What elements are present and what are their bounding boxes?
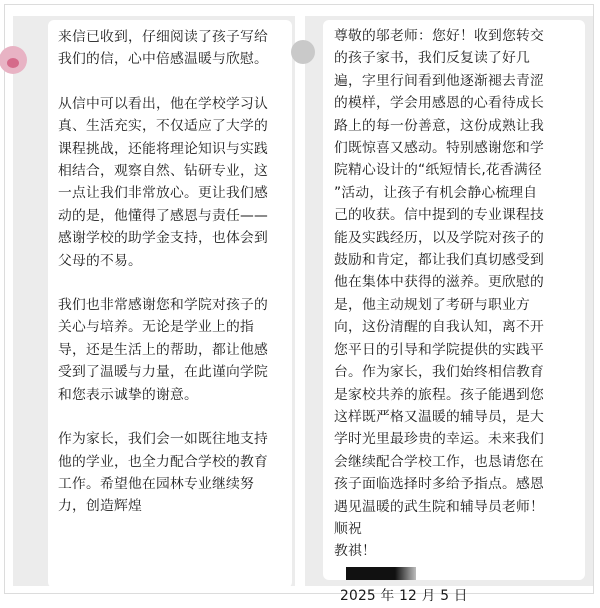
message-line: ”活动，让孩子有机会静心梳理自 bbox=[334, 184, 538, 201]
message-line: 一点让我们非常放心。更让我们感 bbox=[58, 185, 268, 202]
message-line: 的孩子家书，我们反复读了好几 bbox=[334, 50, 530, 67]
message-line: 是家校共养的旅程。孩子能遇到您 bbox=[334, 386, 544, 403]
message-line: 父母的不易。 bbox=[58, 252, 142, 269]
message-line: 感谢学校的助学金支持，也体会到 bbox=[58, 230, 268, 247]
message-line: 尊敬的邬老师：您好！收到您转交 bbox=[334, 28, 544, 44]
message-line: 己的收获。信中提到的专业课程技 bbox=[334, 207, 544, 224]
message-line: 向，这份清醒的自我认知，离不开 bbox=[334, 319, 544, 336]
message-line: 受到了温暖与力量，在此谨向学院 bbox=[58, 364, 268, 381]
message-bubble-parent-reply[interactable] bbox=[48, 20, 292, 588]
message-line: 顺祝 bbox=[334, 520, 362, 537]
signature-line bbox=[334, 563, 579, 585]
message-line: 学时光里最珍贵的幸运。未来我们 bbox=[334, 431, 544, 448]
chat-panel-left bbox=[13, 16, 295, 586]
message-paragraph bbox=[58, 93, 284, 272]
chat-panel-right bbox=[305, 16, 593, 605]
message-line: 这样既严格又温暖的辅导员，是大 bbox=[334, 408, 544, 425]
message-line: 我们也非常感谢您和学院对孩子的 bbox=[58, 297, 268, 314]
message-line: 能及实践经历，以及学院对孩子的 bbox=[334, 229, 544, 246]
message-line: 来信已收到，仔细阅读了孩子写给 bbox=[58, 29, 268, 45]
sender-avatar[interactable] bbox=[305, 40, 315, 66]
message-paragraph bbox=[58, 428, 284, 518]
message-line: 院精心设计的“纸短情长,花香满径 bbox=[334, 162, 542, 179]
message-line: 工作。希望他在园林专业继续努 bbox=[58, 475, 254, 492]
message-line: 他在集体中获得的滋养。更欣慰的 bbox=[334, 274, 544, 291]
message-line: 路上的每一份善意，这份成熟让我 bbox=[334, 117, 544, 134]
message-line: 台。作为家长，我们始终相信教育 bbox=[334, 364, 544, 381]
message-line: 的模样，学会用感恩的心看待成长 bbox=[334, 95, 544, 112]
sender-avatar[interactable] bbox=[13, 46, 29, 78]
message-line: 从信中可以看出，他在学校学习认 bbox=[58, 95, 268, 112]
screenshot-frame bbox=[4, 4, 594, 605]
message-paragraph bbox=[58, 294, 284, 406]
message-line: 导，还是生活上的帮助，都让他感 bbox=[58, 341, 268, 358]
message-line: 我们的信，心中倍感温暖与欣慰。 bbox=[58, 51, 268, 68]
message-line: 您平日的引导和学院提供的实践平 bbox=[334, 341, 544, 358]
message-bubble-parent-letter[interactable] bbox=[323, 20, 585, 605]
message-line: 和您表示诚挚的谢意。 bbox=[58, 386, 198, 403]
message-line: 是，他主动规划了考研与职业方 bbox=[334, 296, 530, 313]
message-line: 动的是，他懂得了感恩与责任—— bbox=[58, 207, 268, 224]
redacted-name-block bbox=[346, 567, 416, 580]
message-line: 遇见温暖的武生院和辅导员老师！ bbox=[334, 498, 544, 515]
message-line: 鼓励和肯定，都让我们真切感受到 bbox=[334, 252, 544, 269]
message-line: 孩子面临选择时多给予指点。感恩 bbox=[334, 476, 544, 493]
message-line: 遍，字里行间看到他逐渐褪去青涩 bbox=[334, 72, 544, 89]
message-line: 作为家长，我们会一如既往地支持 bbox=[58, 431, 268, 448]
message-line: 课程挑战，还能将理论知识与实践 bbox=[58, 140, 268, 157]
message-paragraph bbox=[58, 26, 284, 71]
message-line: 他的学业，也全力配合学校的教育 bbox=[58, 453, 268, 470]
message-line: 教祺！ bbox=[334, 543, 376, 560]
letter-date: 2025 年 12 月 5 日 bbox=[340, 588, 468, 605]
message-line: 会继续配合学校工作，也恳请您在 bbox=[334, 453, 544, 470]
message-line: 相结合，观察自然、钻研专业，这 bbox=[58, 163, 268, 180]
message-line: 关心与培养。无论是学业上的指 bbox=[58, 319, 254, 336]
message-line: 真、生活充实，不仅适应了大学的 bbox=[58, 118, 268, 135]
message-line: 力，创造辉煌 bbox=[58, 498, 142, 515]
message-line: 们既惊喜又感动。特别感谢您和学 bbox=[334, 140, 544, 157]
